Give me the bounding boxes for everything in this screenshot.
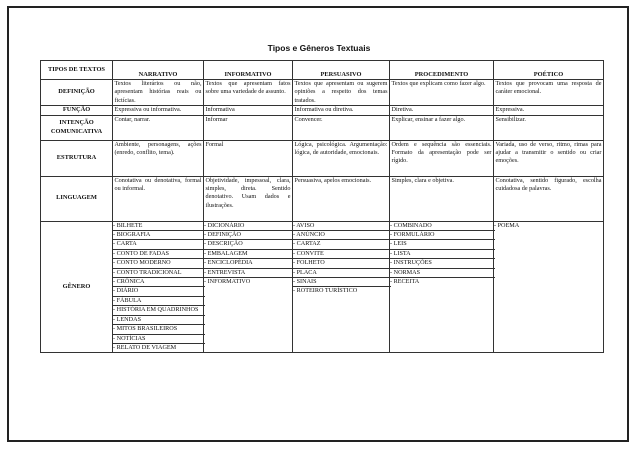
row-label: INTENÇÃO COMUNICATIVA xyxy=(41,115,113,140)
table-cell: Conotativa ou denotativa, formal ou informal. xyxy=(113,176,204,221)
row-label: FUNÇÃO xyxy=(41,106,113,115)
table-cell: Informativa xyxy=(204,106,293,115)
genre-item: - CONTO DE FADAS xyxy=(112,250,205,259)
table-cell: Textos que provocam uma resposta de caráter emocional. xyxy=(494,80,604,106)
table-row xyxy=(41,80,604,106)
genre-item: - ROTEIRO TURÍSTICO xyxy=(293,287,358,295)
genre-item: - BILHETE xyxy=(112,222,205,231)
genre-item: - ANÚNCIO xyxy=(292,231,391,240)
table-cell: Textos que explicam como fazer algo. xyxy=(390,80,494,106)
genre-item: - CONTO MODERNO xyxy=(112,259,205,268)
table-cell: Textos que apresentam ou sugerem opiniões a respeito dos temas tratados. xyxy=(294,80,388,104)
genre-item: - POEMA xyxy=(494,221,520,229)
column-header: INFORMATIVO xyxy=(204,61,293,80)
genre-item: - CONVITE xyxy=(292,250,391,259)
table-row xyxy=(41,176,604,221)
genre-item: - CRÔNICA xyxy=(112,278,205,287)
table-cell: Textos que apresentam fatos sobre uma variedade de assunto. xyxy=(204,80,293,106)
genre-item: - DESCRIÇÃO xyxy=(203,240,294,249)
table-cell: Persuasiva, apelos emocionais. xyxy=(293,176,390,221)
genre-item: - SINAIS xyxy=(292,278,391,287)
genre-item: - ENTREVISTA xyxy=(203,269,294,278)
genre-item: - DICIONÁRIO xyxy=(203,222,294,231)
table-cell: Informativa ou diretiva. xyxy=(293,106,390,115)
table-cell: Formal xyxy=(204,140,293,176)
table-cell: Explicar, ensinar a fazer algo. xyxy=(390,115,494,140)
genre-item: - CONTO TRADICIONAL xyxy=(112,269,205,278)
column-header: PROCEDIMENTO xyxy=(390,61,494,80)
table-cell: Textos literários ou não, apresentam histórias reais ou fictícias. xyxy=(114,80,202,104)
table-row xyxy=(41,140,604,176)
genre-item: - RECEITA xyxy=(390,278,420,286)
genre-item: - AVISO xyxy=(292,222,391,231)
table-cell: Diretiva. xyxy=(390,106,494,115)
genre-item: - CARTA xyxy=(112,240,205,249)
genre-item: - BIOGRAFIA xyxy=(112,231,205,240)
column-header: POÉTICO xyxy=(494,61,604,80)
genre-item: - LISTA xyxy=(389,250,495,259)
genre-item: - MITOS BRASILEIROS xyxy=(112,325,205,334)
genre-item: - ENCICLOPÉDIA xyxy=(203,259,294,268)
table-cell: Contar, narrar. xyxy=(113,115,204,140)
genre-item: - PLACA xyxy=(292,269,391,278)
genre-item: - INSTRUÇÕES xyxy=(389,259,495,268)
column-header: NARRATIVO xyxy=(113,61,204,80)
column-header: PERSUASIVO xyxy=(293,61,390,80)
genre-item: - DIÁRIO xyxy=(112,287,205,296)
table-cell: Expressiva. xyxy=(494,106,604,115)
table-cell: Expressiva ou informativa. xyxy=(113,106,204,115)
corner-header: TIPOS DE TEXTOS xyxy=(41,61,113,80)
genre-column xyxy=(494,221,604,353)
genre-item: - LENDAS xyxy=(112,316,205,325)
genre-item: - LEIS xyxy=(389,240,495,249)
table-cell: Convencer. xyxy=(293,115,390,140)
text-types-table xyxy=(40,60,604,353)
genre-item: - HISTÓRIA EM QUADRINHOS xyxy=(112,306,205,315)
row-label: DEFINIÇÃO xyxy=(41,80,113,106)
genre-item: - DEFINIÇÃO xyxy=(203,231,294,240)
table-cell: Sensibilizar. xyxy=(494,115,604,140)
genre-item: - COMBINADO xyxy=(389,222,495,231)
genre-column xyxy=(293,221,390,353)
genre-item: - RELATO DE VIAGEM xyxy=(113,343,177,351)
table-cell: Simples, clara e objetiva. xyxy=(390,176,494,221)
header-row xyxy=(41,61,604,80)
genre-column xyxy=(204,221,293,353)
genre-item: - FORMULÁRIO xyxy=(389,231,495,240)
table-cell: Informar xyxy=(204,115,293,140)
genre-item: - FOLHETO xyxy=(292,259,391,268)
table-cell: Objetividade, impessoal, clara, simples, direta. Sentido denotativo. Usam dados e ilustrações. xyxy=(204,176,293,221)
genre-column xyxy=(390,221,494,353)
table-cell: Variada, uso de verso, ritmo, rimas para ajudar a transmitir o sentido ou criar emoções. xyxy=(494,140,604,176)
genre-item: - CARTAZ xyxy=(292,240,391,249)
genre-row xyxy=(41,221,604,353)
table-row xyxy=(41,115,604,140)
page-title: Tipos e Gêneros Textuais xyxy=(267,43,371,53)
genre-item: - EMBALAGEM xyxy=(203,250,294,259)
genre-column xyxy=(113,221,204,353)
table-row xyxy=(41,106,604,115)
row-label: LINGUAGEM xyxy=(41,176,113,221)
genre-item: - NOTÍCIAS xyxy=(112,335,205,344)
table-cell: Lógica, psicológica. Argumentação: lógica, de autoridade, emocionais. xyxy=(293,140,390,176)
genre-item: - INFORMATIVO xyxy=(204,278,251,286)
table-cell: Conotativa, sentido figurado, escolha cuidadosa de palavras. xyxy=(494,176,604,221)
table-cell: Ambiente, personagens, ações (enredo, conflito, tema). xyxy=(113,140,204,176)
genre-item: - NORMAS xyxy=(389,269,495,278)
row-label: GÊNERO xyxy=(41,221,113,353)
table-cell: Ordem e sequência são essenciais. Formato da apresentação pode ser rígido. xyxy=(390,140,494,176)
genre-item: - FÁBULA xyxy=(112,297,205,306)
row-label: ESTRUTURA xyxy=(41,140,113,176)
